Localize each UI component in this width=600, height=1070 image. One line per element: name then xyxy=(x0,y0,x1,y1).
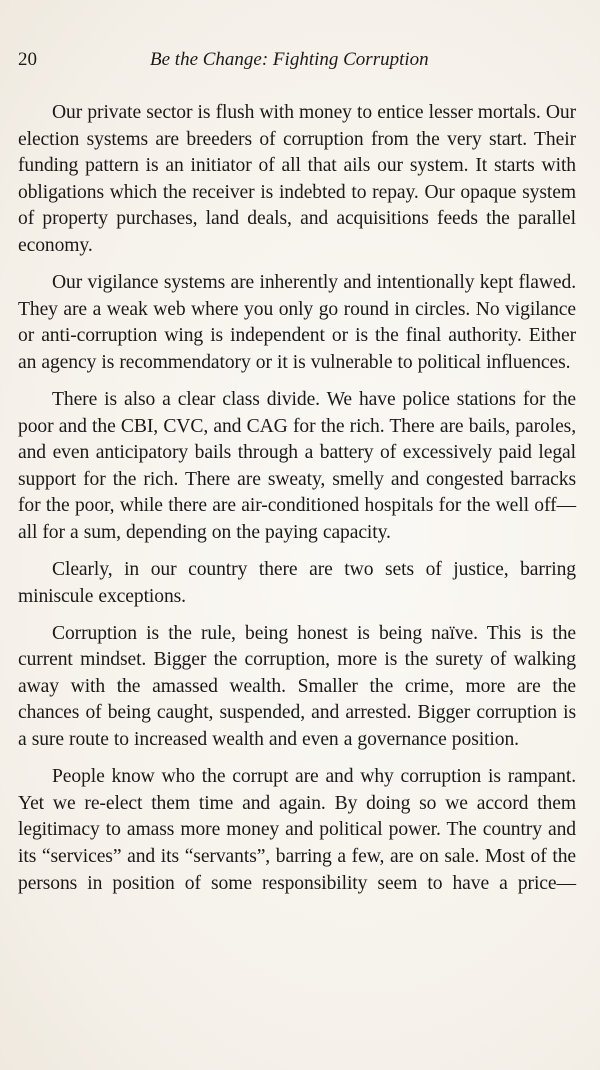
running-head xyxy=(18,46,578,74)
paragraph: Our vigilance systems are inherently and intentionally kept flawed. They are a weak web where you only go round in circles. No vigilance or anti-corruption wing is independent or is the final authority. Either an agency is recommendatory or it is vulnerable to political influences. xyxy=(18,272,576,373)
paragraph: Our private sector is flush with money to entice lesser mortals. Our election systems are breeders of corruption from the very start. Their funding pattern is an initiator of all that ails our system. It starts with obligations which the receiver is indebted to repay. Our opaque system of property purchases, land deals, and acquisitions feeds the parallel economy. xyxy=(18,102,576,256)
paragraph: There is also a clear class divide. We have police stations for the poor and the CBI, CVC, and CAG for the rich. There are bails, paroles, and even anticipatory bails through a battery of excessively paid legal support for the rich. There are sweaty, smelly and congested barracks for the poor, while there are air-conditioned hospitals for the well off—all for a sum, depending on the paying capacity. xyxy=(18,388,576,543)
paragraph: Clearly, in our country there are two sets of justice, barring miniscule exceptions. xyxy=(18,559,576,607)
running-title: Be the Change: Fighting Corruption xyxy=(150,49,429,70)
body-text xyxy=(18,100,576,908)
paragraph: Corruption is the rule, being honest is being naïve. This is the current mindset. Bigger the corruption, more is the surety of walking away with the amassed wealth. Smaller the crime, more are the chances of being caught, suspended, and arrested. Bigger corruption is a sure route to increased wealth and even a governance position. xyxy=(18,622,576,751)
page-number: 20 xyxy=(18,49,37,70)
paragraph: People know who the corrupt are and why corruption is rampant. Yet we re-elect them time and again. By doing so we accord them legitimacy to amass more money and political power. The country and its “services” and its “servants”, barring a few, are on sale. Most of the persons in position of some responsibility seem to have a price— xyxy=(18,766,576,894)
